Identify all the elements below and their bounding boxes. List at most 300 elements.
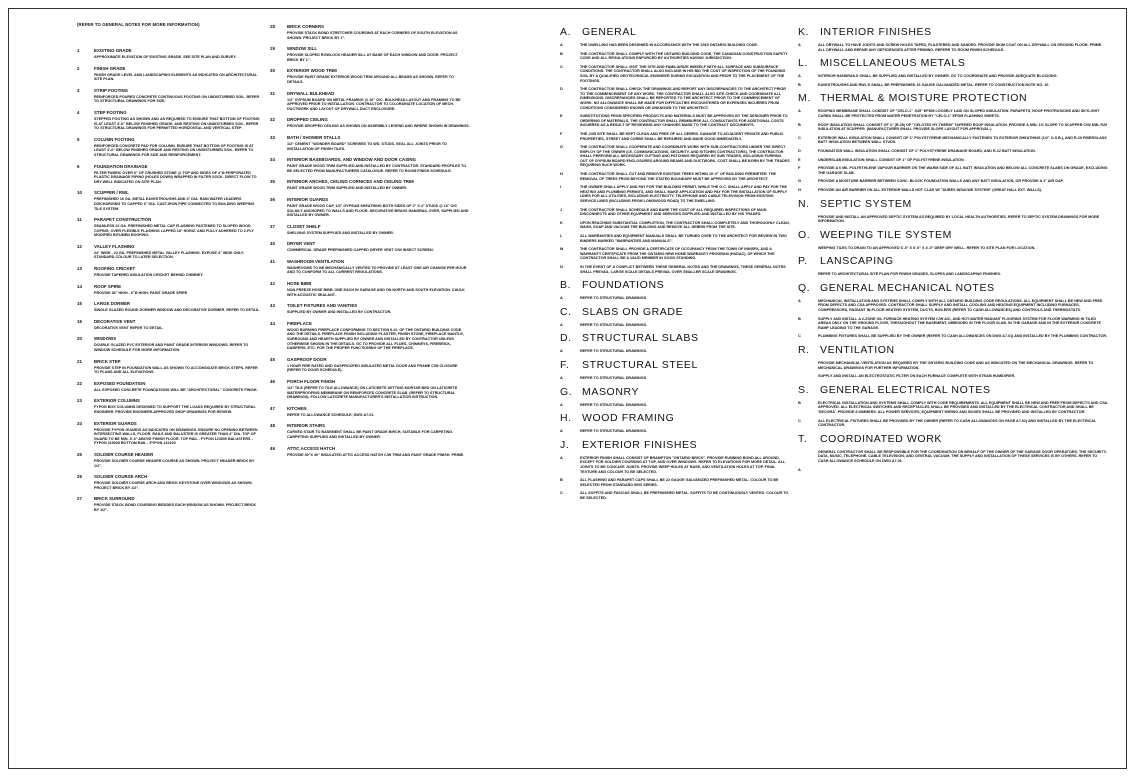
note-body	[287, 241, 470, 253]
section-heading	[798, 229, 1108, 242]
spec-note	[798, 83, 1108, 88]
note-letter: A	[798, 466, 801, 472]
section-letter: T.	[798, 432, 808, 445]
construction-note	[270, 423, 470, 439]
construction-note	[77, 336, 262, 352]
note-title: WASHROOM VENTILATION	[287, 258, 344, 264]
note-text: PLUMBING FIXTURES SHALL BE SUPPLIED BY THE OWNER (REFER TO CASH ALLOWANCES ON DWG A7.01) AND INSTALLED BY THE PLUMBING CONTRACTOR.	[818, 334, 1108, 339]
note-number: 45	[270, 356, 275, 362]
note-body	[287, 357, 470, 373]
spec-note	[798, 123, 1108, 132]
note-body	[94, 266, 262, 278]
note-title: VALLEY FLASHING	[94, 243, 135, 249]
note-number: 2	[77, 65, 80, 71]
note-letter	[798, 450, 818, 464]
note-body	[94, 319, 262, 331]
note-number: 35	[270, 179, 275, 185]
note-body	[94, 137, 262, 158]
section-title: LANSCAPING	[820, 255, 894, 268]
note-body	[94, 421, 262, 446]
construction-note	[270, 303, 470, 315]
note-text: REFER TO STRUCTURAL DRAWINGS.	[580, 349, 648, 354]
section-title: WEEPING TILE SYSTEM	[820, 228, 952, 241]
section-letter: B.	[560, 279, 572, 292]
note-text: THE JOB SITE SHALL BE KEPT CLEAN AND FREE OF ALL DEBRIS. DAMAGE TO ADJACENT PRIVATE AND PUBLIC PROPERTIES, STREET AND CURBS SHALL BE REPAIRED AND MADE GOOD IMMEDIATELY.	[580, 131, 784, 141]
note-text: COMMERCIAL GRADE PREFINISHED CAPPED DRYER VENT C/W INSECT SCREEN.	[287, 248, 434, 253]
section-heading	[560, 26, 790, 39]
note-letter	[798, 361, 818, 370]
note-text: PROVIDE 30"X 30" INSULATED ATTIC ACCESS HATCH C/W TRIM AND PAINT GRADE FINISH. PRIME.	[287, 452, 465, 457]
note-title: INTERIOR ARCHES, CEILING CORNICES AND CEILING TRIM	[287, 179, 414, 185]
note-title: ROOF SPIRE	[94, 283, 122, 289]
note-letter: B	[798, 81, 801, 87]
note-title: COLUMN FOOTING	[94, 136, 135, 142]
spec-section	[798, 26, 1108, 52]
note-letter: K	[560, 219, 563, 225]
note-title: ROOFING CRICKET	[94, 266, 136, 272]
section-heading	[560, 359, 790, 372]
note-text: PROVIDE STACK BOND STRETCHER COURSING AT EACH CORNERS OF SOUTH ELEVATION AS SHOWN. PROJECT BRICK BY 1".	[287, 31, 458, 40]
spec-note	[560, 114, 790, 128]
construction-note	[270, 281, 470, 297]
spec-note	[798, 179, 1108, 184]
note-body	[94, 48, 262, 60]
note-text: PAINT GRADE WOOD TRIM SUPPLIED AND INSTALLED BY CONTRACTOR. STANDARD PROFILES TO BE SELECTED FROM MANUFACTURERS CATALOGUE. REFER TO ROOM FINISH SCHEDULE.	[287, 164, 467, 173]
construction-note	[270, 321, 470, 351]
note-text: EXTERIOR WALL INSULATION SHALL CONSIST OF 1" POLYSTYRENE MECHANICALLY FASTENED TO EXTERIOR SHEATHING (1/2" O.S.B.), AND R-20 FIBERGLASS BATT INSULATION BETWEEN WALL STUDS.	[818, 135, 1107, 145]
note-letter: G	[560, 144, 564, 150]
note-number: 33	[270, 134, 275, 140]
section-title: GENERAL MECHANICAL NOTES	[820, 281, 995, 294]
note-number: 26	[77, 474, 82, 480]
note-text: SUPPLY AND INSTALL A 2-ZONE OIL FURNACE HEATING SYSTEM C/W A/C, AND HOT-WATER RADIANT FLOORING SYSTEM FOR FLOOR WARMING IN TILED AREAS ONLY ON THE GROUND FLOOR, THROUGHOUT THE BASEMENT, IMBEDDED IN THE FLOOR SLAB, IN THE GARAGE AND IN THE EXTERIOR CONCRETE RAMP LEADING TO THE GARAGE.	[818, 316, 1101, 330]
construction-note	[77, 359, 262, 375]
note-letter: A	[560, 348, 563, 354]
note-text: REFER TO STRUCTURAL DRAWINGS.	[580, 296, 648, 301]
note-text	[818, 468, 1108, 473]
note-letter: J	[560, 206, 563, 212]
section-heading	[798, 198, 1108, 211]
note-text: WASHROOMS TO BE MECHANICALLY VENTED TO PROVIDE AT LEAST ONE AIR CHANGE PER HOUR AND TO CONFORM TO ALL CURRENT REGULATIONS.	[287, 265, 467, 275]
general-notes-column-1	[560, 26, 790, 505]
note-text: GENERAL CONTRACTOR SHALL BE RESPONSIBLE FOR THE COORDINATION ON BEHALF OF THE OWNER OF THE GARAGE DOOR OPERATORS, THE SECURITY, DATA, MUSIC, TELEPHONE, CABLE TELEVISION, AND CENTRAL VACUUM. THE SUPPLY AND INSTALLATION OF THESE SERVICES IS BY OTHERS. REFER TO CASH ALLOWANCE SCHEDULE ON DWG A7.01.	[818, 449, 1107, 463]
section-letter: N.	[798, 197, 810, 210]
construction-note	[77, 301, 262, 313]
note-title: DECORATIVE VENT	[94, 318, 136, 324]
note-text: ALL DRYWALL TO HAVE JOINTS AND SCREW HOLES TAPED, PLASTERED AND SANDED. PROVIDE SKIM COAT ON ALL DRYWALL ON GROUND FLOOR. PRIME ALL DRYWALL AND REPAIR ANY DEFICIENCIES AFTER PRIMING. REFERR TO ROOM FINISH SCHEDULE.	[818, 43, 1102, 52]
spec-note	[798, 450, 1108, 464]
spec-note	[798, 419, 1108, 428]
spec-section	[798, 282, 1108, 339]
note-text: CURVED STAIR TO BASEMENT SHALL BE PAINT GRADE BIRCH, SUITABLE FOR CARPETING. CARPETING SUPPLIED AND INSTALLED BY OWNER.	[287, 430, 454, 439]
note-text: PROVIDE STACK BOND COURSING BESIDES EACH WINDOW AS SHOWN. PROJECT BRICK BY 1/2".	[94, 503, 257, 512]
construction-notes-column-2	[270, 24, 470, 463]
note-text: UPON REACHING SUBSTANTIAL COMPLETION, THE CONTRACTOR SHALL COMPLETELY AND THOROUGHLY CLEAN, WASH, SOAP AND VACUUM THE BUILDING AND REMOVE ALL DEBRIS FROM THE SITE.	[580, 220, 790, 230]
note-letter: A	[560, 428, 563, 434]
note-number: 28	[270, 24, 275, 29]
construction-note	[77, 474, 262, 490]
note-number: 3	[77, 87, 80, 93]
note-text: SUPPLIED BY OWNER AND INSTALLED BY CONTRACTOR.	[287, 310, 392, 315]
note-title: EXISTING GRADE	[94, 48, 132, 53]
note-text: PROVIDE AN AIR BARRIER ON ALL EXTERIOR WALLS NOT CLAD W/ "DUREX INSULWE SYSTEM" (GREAT HALL EXT. WALLS).	[818, 187, 1042, 192]
construction-note	[270, 224, 470, 236]
note-body	[94, 190, 262, 211]
note-number: 14	[77, 283, 82, 289]
construction-note	[77, 381, 262, 393]
note-title: INTERIOR STAIRS	[287, 423, 325, 429]
spec-section	[560, 359, 790, 381]
note-body	[287, 406, 470, 418]
note-text: THE CONTRACTOR SHALL SCHEDULE AND BARE THE COST OF ALL REQUIRED INSPECTIONS OF MAIN DISCONNECTS AND OTHER EQUIPMENT AND SERVICES SUPPLIED AND INSTALLED BY HIS TRADES.	[580, 207, 767, 217]
construction-note	[77, 319, 262, 331]
spec-note	[560, 43, 790, 48]
note-body	[287, 303, 470, 315]
construction-note	[270, 446, 470, 458]
spec-note	[798, 136, 1108, 145]
note-text: ALL WARRANTIES AND EQUIPMENT MANUALS SHALL BE TURNED OVER TO THE ARCHITECT FOR REVIEW IN TWO BINDERS MARKED "WARRANTIES AND MANUALS".	[580, 234, 787, 243]
note-title: FIREPLACE	[287, 320, 312, 326]
note-letter	[798, 215, 818, 224]
note-letter: A	[560, 401, 563, 407]
note-title: ATTIC ACCESS HATCH	[287, 445, 336, 451]
note-text: SUBSTITUTIONS FROM SPECIFIED PRODUCTS AND MATERIALS MUST BE APPROVED BY THE DESIGNER PRIOR TO ORDERING OF MATERIALS. THE CONTRACTOR SHALL REIMBURSE ALL CONSULTANTS FOR ADDITIONAL COSTS INCURRED AS A RESULT OF REVIEWING ANY CHANGES MADE TO THE CONTRACT DOCUMENTS.	[580, 114, 788, 128]
spec-note	[798, 188, 1108, 193]
note-text: REINFORCED POURED CONCRETE CONTINUOUS FOOTING ON UNDISTURBED SOIL. REFER TO STRUCTURAL DRAWINGS FOR SIZE.	[94, 94, 260, 104]
note-body	[94, 110, 262, 131]
note-text: ALL ELECTRICAL FIXTURES SHALL BE PROVIDED BY THE OWNER (REFER TO CASH ALLOWANCES ON PAGE A7.01) AND INSTALLED BY THE ELECTRICAL CONTRACTOR.	[818, 418, 1097, 428]
note-number: 43	[270, 303, 275, 309]
note-body	[94, 244, 262, 260]
note-title: WINDOW SILL	[287, 46, 317, 52]
spec-section	[560, 332, 790, 354]
note-body	[287, 68, 470, 84]
note-number: 24	[77, 420, 82, 426]
spec-note	[560, 296, 790, 301]
construction-note	[270, 197, 470, 218]
note-title: STEP FOOTING	[94, 109, 127, 115]
spec-section	[560, 306, 790, 328]
note-number: 46	[270, 379, 275, 384]
note-number: 23	[77, 398, 82, 404]
note-text: PAINT GRADE WOOD TRIM SUPPLIED AND INSTALLED BY OWNER.	[287, 186, 408, 191]
section-title: INTERIOR FINISHES	[820, 26, 932, 38]
section-heading	[560, 332, 790, 345]
note-letter: N	[560, 263, 563, 269]
note-text: SUPPLY AND INSTALL AN ELECTROSTATIC FILTER ON EACH FURNACE COMPLETE WITH STEAM HUMIDIFIER.	[818, 374, 1016, 379]
section-heading	[798, 344, 1108, 357]
note-number: 42	[270, 281, 275, 287]
note-text: PROVIDE AND INSTALL AN APPROVED SEPTIC SYSTEM AS REQUIRED BY LOCAL HEALTH AUTHORITIES. REFER TO SEPTIC SYSTEM DRAWINGS FOR MORE INFORMATION.	[818, 214, 1100, 224]
note-number: 13	[77, 266, 82, 272]
note-number: 27	[77, 496, 82, 502]
note-number: 1	[77, 48, 80, 53]
note-text: PROVIDE SOLDIER COURSE HEADER COURSE AS SHOWN. PROJECT HEADER BRICK BY 1/2".	[94, 458, 255, 468]
note-body	[94, 164, 262, 185]
note-text: THE CONTRACTOR SHALL COOPERATE AND COORDINATE WORK WITH SUB-CONTRACTORS UNDER THE DIRECT EMPLOY OF THE OWNER (I.E. COMMUNICATIONS, SECURITY, AND KITCHEN CONTRACTORS). THE CONTRACTOR SHALL PERFORM ALL NECESSARY CUTTING AND PATCHING REQUIRED BY SUB TRADES, INCLUDING FURRING OUT OF GYPSUM BOARD ENCLOSURES AROUND BEAMS AND DUCTWORK. COST SHALL BE BORN BY THE TRADES REQUIRING SUCH WORK.	[580, 145, 790, 168]
spec-note	[560, 478, 790, 487]
section-title: MISCELLANEOUS METALS	[820, 57, 966, 70]
note-number: 6	[77, 163, 80, 169]
section-heading	[798, 26, 1108, 39]
construction-note	[77, 88, 262, 104]
note-text: REFER TO STRUCTURAL DRAWINGS.	[580, 402, 648, 407]
spec-note	[560, 145, 790, 168]
note-number: 32	[270, 117, 275, 123]
note-text: 1/2" CEMENT "WONDER BOARD" SCREWED TO WD. STUDS. SEAL ALL JOINTS PRIOR TO INSTALLATION OF FINISH TILES.	[287, 141, 447, 151]
spec-note	[560, 132, 790, 141]
construction-note	[77, 164, 262, 185]
construction-note	[77, 452, 262, 468]
note-text: APPROXIMATE ELEVATION OF EXISTING GRADE. SEE SITE PLAN AND SURVEY.	[94, 55, 237, 59]
note-letter: H	[798, 186, 801, 192]
spec-note	[798, 468, 1108, 473]
note-letter: M	[560, 246, 564, 252]
note-title: SOLDIER COURSE ARCH	[94, 474, 148, 480]
construction-note	[270, 135, 470, 151]
note-text: SEAMLESS 22 GA. PREFINISHED METAL CAP FLASHING FASTENED TO SLOPED WOOD COPING, OVER FLEXIBLE FLASHING LAPPED 18" HORIZ. AND FULLY ADHERED TO 2-PLY MODIFIED BITUMEN ROOFING.	[94, 224, 254, 238]
note-text: THE CONTRACTOR SHALL CUT AND REMOVE EXISTING TREES WITHIN 10'-0" OF BUILDING PERIMETER. THE REMOVAL OF TREES FROM BEYOND THE STATED BOUNDARY MUST BE APPROVED BY THE ARCHITECT.	[580, 172, 776, 181]
note-title: INTERIOR GUARDS	[287, 196, 329, 202]
spec-section	[798, 229, 1108, 251]
section-heading	[798, 57, 1108, 70]
note-number: 40	[270, 241, 275, 247]
note-text: PREFINISHED 16 GA. METAL EAVESTROUGHS AND 4" DIA. RAIN WATER LEADERS DISCHARGING TO CAPPED 6" DIA. CAST-IRON PIPE CONNECTED TO BUILDING WEEPING TILE SYSTEM.	[94, 197, 255, 211]
note-letter: A	[560, 321, 563, 327]
note-number: 41	[270, 258, 275, 264]
note-text: PROVIDE PAINT GRADE EXTERIOR WOOD TRIM AROUND ALL BEAMS AS SHOWN. REFER TO DETAILS.	[287, 75, 454, 84]
section-heading	[798, 433, 1108, 446]
section-title: FOUNDATIONS	[582, 279, 665, 292]
note-text: PROVIDE STEP IN FOUNDATION WALL AS SHOWN TO ACCOMODATE BRICK STEPS. REFER TO PLANS AND ALL ELEVATIONS.	[94, 365, 258, 375]
spec-note	[560, 323, 790, 328]
note-title: LARGE DORMER	[94, 301, 131, 307]
spec-note	[798, 166, 1108, 175]
note-body	[287, 179, 470, 191]
construction-note	[270, 46, 470, 62]
note-letter: C	[798, 333, 801, 339]
note-letter: B	[560, 477, 563, 483]
construction-notes-column-1	[77, 48, 262, 519]
note-number: 48	[270, 423, 275, 429]
note-text: MECHANICAL INSTALLATION AND SYSTEMS SHALL COMPLY WITH ALL ONTARIO BUILDING CODE REGULATIONS. ALL EQUIPMENT SHALL BE NEW AND FREE FROM DEFECTS AND CSA APPROVED. CONTRACTOR SHALL SUPPLY AND INSTALL COOLING AND HEATING EQUIPMENT INCLUDING FURNACES, COMPRESSORS, RADIANT IN-FLOOR HEATING SYSTEM, DUCTS, BOILERS (REFER TO CASH ALLOWANCES) AND CONTROLS AND THERMOSTATS.	[818, 298, 1103, 313]
note-letter: C	[560, 490, 563, 496]
section-letter: D.	[560, 332, 572, 345]
note-text: INTERIOR HANDRAILS SHALL BE SUPPLIED AND INSTALLED BY OWNER. GC TO COORDINATE AND PROVIDE ADEQUATE BLOCKING.	[818, 74, 1058, 79]
section-letter: R.	[798, 344, 810, 357]
section-title: THERMAL & MOISTURE PROTECTION	[820, 92, 1028, 105]
spec-section	[798, 198, 1108, 224]
section-heading	[560, 279, 790, 292]
note-text: PROVIDE A 6 MIL POLYETHLENE VAPOUR BARRIER ON THE WARM SIDE OF ALL BATT INSULATION AND BELOW ALL CONCRETE SLABS ON GRADE, EXCLUDING THE GARAGE SLAB.	[818, 166, 1108, 175]
note-body	[287, 423, 470, 439]
note-text: PAINT GRADE WOOD CAP, 1/2" GYPSUM SHEATHING BOTH SIDES OF 2" X 4" STUDS @ 16" O/C SOLIDLY ANCHORED TO WALLS AND FLOOR. DECORATIVE BRASS HANDRAIL OVER, SUPPLIED AND INSTALLED BY OWNER.	[287, 203, 469, 218]
construction-note	[77, 266, 262, 278]
spec-note	[798, 215, 1108, 224]
note-title: KITCHEN	[287, 405, 307, 411]
section-heading	[798, 384, 1108, 397]
spec-note	[798, 158, 1108, 163]
note-text: REFER TO STRUCTURAL DRAWINGS.	[580, 375, 648, 380]
note-title: WINDOWS	[94, 336, 117, 342]
note-text: PROVIDE MECHANICAL VENTILATION AS REQUIRED BY THE ONTARIO BUILDING CODE AND AS INDICATED ON THE MECHANICAL DRAWINGS. REFER TO MECHANICAL DRAWINGS FOR FURTHER INFORMATION.	[818, 361, 1094, 370]
note-body	[287, 135, 470, 151]
note-letter	[798, 374, 818, 379]
note-body	[287, 224, 470, 236]
note-number: 16	[77, 318, 82, 324]
note-text: SHELVING SYSTEM SUPPLIED AND INSTALLED BY OWNER.	[287, 230, 394, 235]
note-title: TOILET FIXTURES AND VANITIES	[287, 303, 358, 309]
note-body	[287, 379, 470, 400]
section-title: SLABS ON GRADE	[582, 305, 684, 318]
general-notes-column-2	[798, 26, 1108, 477]
note-letter	[798, 246, 818, 251]
note-body	[94, 496, 262, 512]
note-text: REINFORCED CONCRETE PAD FOR COLUMN. ENSURE THAT BOTTOM OF FOOTING IS AT LEAST 4'-0" BELOW FINISHED GRADE AND RESTING ON UNDISTURBED SOIL. REFER TO STRUCTURAL DRAWINGS FOR SIZE AND REINFORCEMENT.	[94, 143, 254, 157]
section-heading	[798, 282, 1108, 295]
note-number: 44	[270, 320, 275, 326]
construction-note	[77, 217, 262, 238]
section-title: EXTERIOR FINISHES	[582, 438, 698, 451]
note-text: ELECTRICAL INSTALLATION AND SYSTEMS SHALL COMPLY WITH CODE REQUIREMENTS. ALL EQUIPMENT SHALL BE NEW AND FREE FROM DEFECTS AND CSA APPROVED. ALL ELECTRICAL SWITCHES AND RECEPTACLES SHALL BE PROVIDED AND INSTALLED BY THE ELECTRICAL CONTRACTOR AND SHALL BE 'DECORA'. PROVIDE 8 DIMMERS. ALL POWER SERVICES, EQUIPMENT WIRING AND BOXES SHALL BE PROVIDED AND INSTALLED BY CONTRACTOR.	[818, 400, 1108, 414]
construction-note	[270, 117, 470, 129]
spec-note	[798, 272, 1108, 277]
spec-section	[560, 412, 790, 434]
note-title: BRICK CORNERS	[287, 24, 325, 29]
section-letter: G.	[560, 385, 573, 398]
section-letter: H.	[560, 412, 572, 425]
construction-note	[270, 241, 470, 253]
note-text: ALL FLASHING AND PARAPET CAPS SHALL BE 22 GAUGE GALVANIZED PREFINISHED METAL. COLOUR TO BE SELECTED FROM STANDARD 5000 SERIES.	[580, 478, 779, 487]
spec-note	[560, 403, 790, 408]
construction-note	[77, 421, 262, 446]
section-title: GENERAL	[582, 26, 637, 38]
header-note: (REFER TO GENERAL NOTES FOR MORE INFORMATION)	[77, 22, 200, 27]
note-body	[287, 46, 470, 62]
spec-section	[798, 92, 1108, 192]
note-body	[94, 398, 262, 414]
note-title: EXPOSED FOUNDATION	[94, 380, 146, 386]
note-text: THE OWNER SHALL APPLY AND PAY FOR THE BUILDING PERMIT, WHILE THE G.C. SHALL APPLY AND PAY FOR THE HEATING AND PLUMBING PERMITS, AND SHALL MAKE APPLICATION AND PAY FOR THE INSTALLATION OF SUPPLY LINES FOR ALL UTILITIES, INCLUDING ELECTRICITY, TELEPHONE AND CABLE TELEVISION FROM EXISTING SERVICE LINES (INCLUDING FROM LONGWOOD ROAD) TO THE DWELLING.	[580, 185, 787, 204]
spec-note	[798, 401, 1108, 415]
note-letter: I	[560, 184, 562, 190]
note-number: 15	[77, 301, 82, 307]
spec-section	[560, 279, 790, 301]
note-text: THE CONTRACTOR SHALL COMPLY WITH THE ONTARIO BUILDING CODE, THE CANADIAN CONSTRUCTION SAFETY CODE AND ALL REGULATIONS ENFORCED BY AUTHORITIES HAVING JURISDICTION.	[580, 51, 788, 61]
section-letter: C.	[560, 305, 572, 318]
note-text: ROOF INSULATION SHALL CONSIST OF 4" (R-28) OF "CELOTEX HY-THERM" TAPERED ROOF INSULATION. PROVIDE A MIN. 1% SLOPE TO SCUPPER C/W MIN. R20 INSULATION AT SCUPPER. (MANUFACTURER SHALL PROVIDE SLOPE LAYOUT FOR APPROVAL.)	[818, 122, 1108, 132]
construction-note	[77, 137, 262, 158]
note-letter: G	[798, 178, 802, 184]
construction-note	[270, 357, 470, 373]
spec-note	[560, 456, 790, 474]
spec-note	[560, 429, 790, 434]
section-heading	[560, 306, 790, 319]
note-letter: B	[560, 50, 563, 56]
note-text: IN THE EVENT OF A CONFLICT BETWEEN THESE GENERAL NOTES AND THE DRAWINGS, THESE GENERAL NOTES SHALL PREVAIL. LARGE SCALE DETAILS PREVAIL OVER SMALLER SCALE DRAWINGS.	[580, 264, 786, 274]
note-text: FINISH GRADE LEVEL AND LANDSCAPING ELEMENTS AS INDICATED ON ARCHITECTURAL SITE PLAN.	[94, 72, 258, 82]
note-number: 22	[77, 380, 82, 386]
note-title: INTERIOR BASEBOARDS, AND WINDOW AND DOOR CASING	[287, 157, 416, 163]
note-text: PROVIDE SLOPED ROWLOCK HEADER SILL AT BASE OF EACH WINDOW AND DOOR. PROJECT BRICK BY 1".	[287, 53, 458, 62]
note-text: PROVIDE A MOISTURE BARRIER BETWEEN CONC. BLOCK FOUNDATION WALLS AND ANY BATT INSULATION, OR PROVIDE A 1" AIR GAP.	[818, 179, 1064, 184]
construction-note	[77, 398, 262, 414]
note-text: NON-FREEZE HOSE BIBB. ONE EACH IN GARAGE AND ON NORTH AND SOUTH ELEVATION. CAULK WITH ACOUSTIC SEALANT.	[287, 288, 465, 297]
spec-note	[560, 185, 790, 203]
note-letter: A	[798, 73, 801, 79]
section-letter: O.	[798, 228, 811, 241]
note-text: 1/2" GYPSUM BOARD ON METAL FRAMING @ 16" O/C. BULKHEAD LAYOUT AND FRAMING TO BE APPROVED PRIOR TO INSTALLATION. CONTRACTOR TO CO-ORDINATE LOCATION OF MECH. DUCTWORK AND LAYOUT OF DRYWALL DUCT ENCLOSURE.	[287, 97, 461, 111]
construction-note	[270, 179, 470, 191]
section-letter: P.	[798, 255, 808, 268]
note-title: SCUPPER / RWL	[94, 190, 129, 196]
note-body	[94, 474, 262, 490]
construction-note	[270, 157, 470, 173]
spec-section	[798, 57, 1108, 87]
section-letter: Q.	[798, 281, 811, 294]
note-text: PROVIDE TAPERED INSULATION CRICKET BEHIND CHIMNEY.	[94, 273, 204, 278]
note-text: THE CONTRACTOR SHALL PROVIDE A CERTIFICATE OF OCCUPANCY FROM THE TOWN OF INNISFIL AND A WARRANTY CERTIFICATE FROM THE ONTARIO NEW HOME WARRANTY PROGRAM (HUDAC), OF WHICH THE CONTRACTOR SHALL BE A VALID MEMBER IN GOOD STANDING.	[580, 247, 775, 261]
construction-note	[77, 48, 262, 60]
note-title: FOUNDATION DRAINAGE	[94, 163, 148, 169]
note-number: 11	[77, 217, 82, 223]
note-text: REFER TO STRUCTURAL DRAWINGS.	[580, 429, 648, 434]
note-title: PORCH FLOOR FINISH	[287, 379, 336, 384]
note-body	[94, 88, 262, 104]
spec-note	[798, 149, 1108, 154]
section-letter: J.	[560, 438, 570, 451]
note-letter	[798, 272, 818, 277]
spec-note	[560, 221, 790, 230]
spec-section	[560, 439, 790, 501]
note-title: BATH / SHOWER STALLS	[287, 134, 341, 140]
note-letter: A	[560, 454, 563, 460]
section-letter: L.	[798, 57, 808, 70]
note-title: EXTERIOR COLUMNS	[94, 398, 140, 404]
construction-note	[270, 379, 470, 400]
note-letter: F	[560, 130, 563, 136]
spec-note	[560, 349, 790, 354]
spec-section	[560, 26, 790, 274]
section-letter: K.	[798, 26, 810, 38]
note-body	[287, 157, 470, 173]
note-letter: A	[560, 374, 563, 380]
spec-section	[798, 344, 1108, 379]
construction-note	[77, 284, 262, 296]
note-number: 4	[77, 109, 80, 115]
note-body	[94, 66, 262, 82]
section-heading	[798, 92, 1108, 105]
construction-note	[77, 496, 262, 512]
section-title: WOOD FRAMING	[582, 412, 675, 425]
note-number: 49	[270, 445, 275, 451]
note-body	[287, 24, 470, 40]
note-text: SINGLE GLAZED ROUND DORMER WINDOW AND DECORATIVE DORMER. REFER TO DETAIL.	[94, 308, 261, 313]
note-text: WOOD BURNING FIREPLACE CONFORMING TO SECTION 9.22. OF THE ONTARIO BUILDING CODE AND THE DETAILS. FIREPLACE FINISH INCLUDING PLASTER, FINISH STONE, FIREPLACE MANTLE, SURROUND AND HEARTH SUPPLIED BY OWNER AND INSTALLED BY CONTRACTOR UNLESS OTHERWISE SHOWN IN THE DETAILS. GC TO PROVIDE ALL FLUES, CHIMNEYS, FIREBRICK, DAMPERS, ETC. FOR THE PROPER FUNCTIONING OF THE FIREPLACE.	[287, 327, 464, 351]
section-heading	[560, 386, 790, 399]
section-title: GENERAL ELECTRICAL NOTES	[820, 383, 991, 396]
note-text: ALL EXPOSED CONCRETE FOUNDATIONS WILL BE "ARCHITECTURAL" CONCRETE FINISH.	[94, 387, 258, 392]
note-text: REFER TO ALLOWANCE SCHEDULE, DWG A7.01.	[287, 412, 375, 417]
section-letter: F.	[560, 358, 570, 371]
note-body	[94, 284, 262, 296]
note-number: 30	[270, 68, 275, 74]
construction-note	[77, 190, 262, 211]
note-letter: E	[560, 113, 563, 119]
note-body	[287, 91, 470, 112]
note-number: 37	[270, 223, 275, 229]
spec-note	[560, 491, 790, 500]
